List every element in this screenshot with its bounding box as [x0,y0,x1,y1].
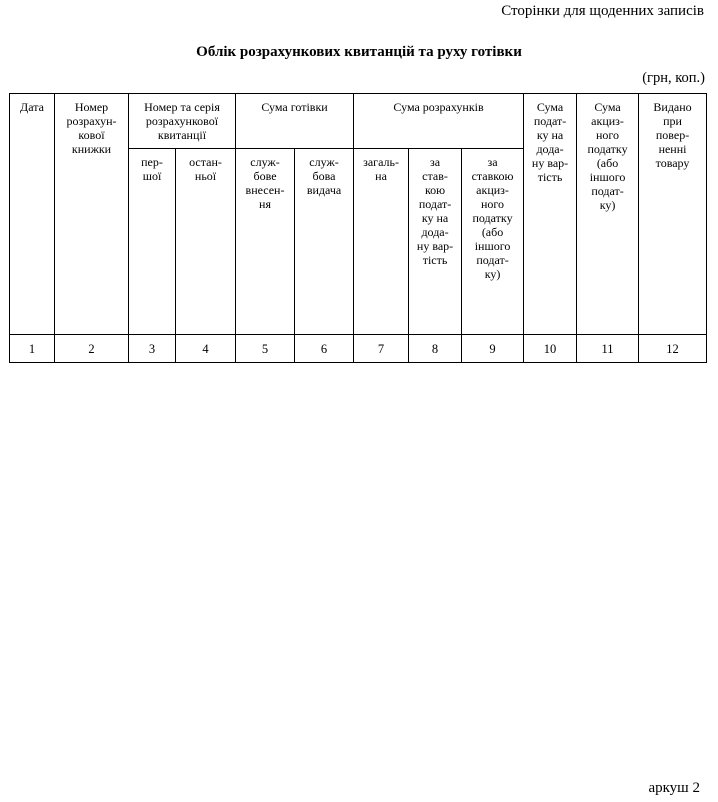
sheet-label: аркуш 2 [648,780,700,796]
column-number: 12 [639,335,707,363]
column-number: 1 [10,335,55,363]
column-number: 7 [354,335,409,363]
column-number: 2 [55,335,129,363]
ledger-table [9,93,707,363]
col-header-settlement-vat-rate: за став- кою подат- ку на дода- ну вар- тість [409,149,462,335]
column-number: 3 [129,335,176,363]
col-header-vat-amount: Сума подат- ку на дода- ну вар- тість [524,94,577,335]
col-header-receipt-last: остан- ньої [176,149,236,335]
col-header-date: Дата [10,94,55,335]
col-header-cash-withdrawal: служ- бова видача [295,149,354,335]
column-number: 4 [176,335,236,363]
column-number: 11 [577,335,639,363]
document-title: Облік розрахункових квитанцій та руху готівки [196,44,522,60]
column-number: 5 [236,335,295,363]
col-header-cash-group: Сума готівки [236,94,354,149]
units-label: (грн, коп.) [642,70,705,86]
col-header-returned-goods: Видано при повер- ненні товару [639,94,707,335]
col-header-settlement-total: загаль- на [354,149,409,335]
col-header-settlement-group: Сума розрахунків [354,94,524,149]
column-number: 10 [524,335,577,363]
column-number: 6 [295,335,354,363]
col-header-cash-deposit: служ- бове внесен- ня [236,149,295,335]
col-header-excise-amount: Сума акциз- ного податку (або іншого подат- ку) [577,94,639,335]
col-header-settlement-excise-rate: за ставкою акциз- ного податку (або іншого подат- ку) [462,149,524,335]
page-header-note: Сторінки для щоденних записів [501,3,704,19]
col-header-receipt-group: Номер та серія розрахункової квитанції [129,94,236,149]
column-number: 9 [462,335,524,363]
column-number: 8 [409,335,462,363]
col-header-receipt-first: пер- шої [129,149,176,335]
col-header-book-number: Номер розрахун- кової книжки [55,94,129,335]
